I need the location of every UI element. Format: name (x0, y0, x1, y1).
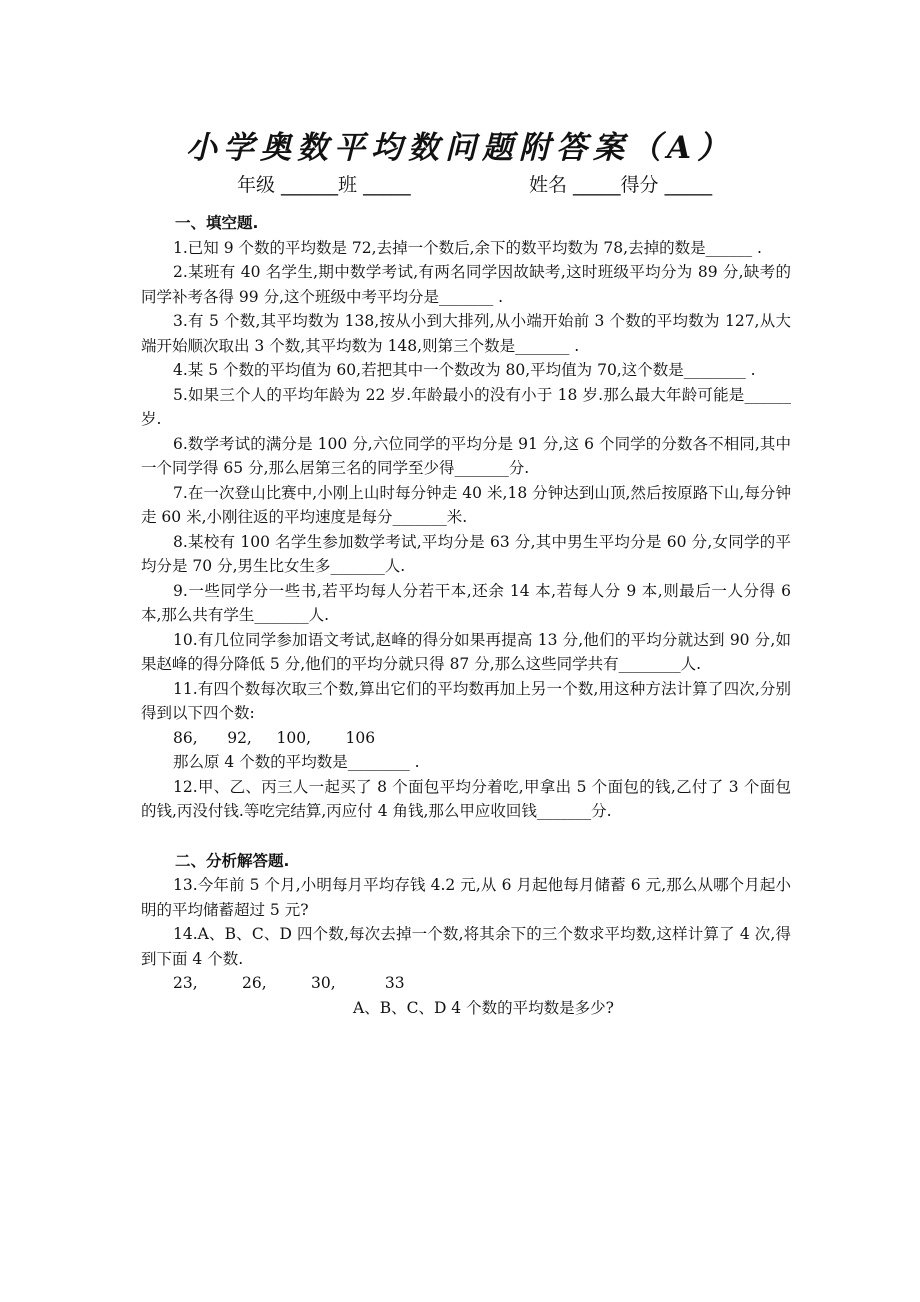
question-11-numbers: 86, 92, 100, 106 (173, 728, 376, 747)
question-14-numbers: 23, 26, 30, 33 (173, 974, 405, 992)
question-11-follow: 那么原 4 个数的平均数是________ . (173, 753, 420, 771)
question-list (141, 211, 791, 1020)
question-14: 14.A、B、C、D 四个数,每次去掉一个数,将其余下的三个数求平均数,这样计算了 4 次,得到下面 4 个数. (141, 925, 791, 968)
question-3: 3.有 5 个数,其平均数为 138,按从小到大排列,从小端开始前 3 个数的平均数为 127,从大端开始顺次取出 3 个数,其平均数为 148,则第三个数是_______ . (141, 312, 791, 355)
question-1: 1.已知 9 个数的平均数是 72,去掉一个数后,余下的数平均数为 78,去掉的数是______ . (173, 238, 762, 257)
question-5: 5.如果三个人的平均年龄为 22 岁.年龄最小的没有小于 18 岁.那么最大年龄可能是______岁. (141, 385, 791, 428)
question-2: 2.某班有 40 名学生,期中数学考试,有两名同学因故缺考,这时班级平均分为 89 分,缺考的同学补考各得 99 分,这个班级中考平均分是_______ . (141, 263, 791, 306)
question-12: 12.甲、乙、丙三人一起买了 8 个面包平均分着吃,甲拿出 5 个面包的钱,乙付了 3 个面包的钱,丙没付钱.等吃完结算,丙应付 4 角钱,那么甲应收回钱_______分. (141, 777, 791, 820)
section-heading-fill-blank: 一、填空题. (175, 214, 259, 232)
question-6: 6.数学考试的满分是 100 分,六位同学的平均分是 91 分,这 6 个同学的分数各不相同,其中一个同学得 65 分,那么居第三名的同学至少得_______分. (141, 434, 791, 477)
question-10: 10.有几位同学参加语文考试,赵峰的得分如果再提高 13 分,他们的平均分就达到 90 分,如果赵峰的得分降低 5 分,他们的平均分就只得 87 分,那么这些同学共有________人. (141, 630, 791, 673)
question-7: 7.在一次登山比赛中,小刚上山时每分钟走 40 米,18 分钟达到山顶,然后按原路下山,每分钟走 60 米,小刚往返的平均速度是每分_______米. (141, 483, 791, 526)
page-title: 小学奥数平均数问题附答案（A） (185, 130, 735, 166)
question-11: 11.有四个数每次取三个数,算出它们的平均数再加上另一个数,用这种方法计算了四次,分别得到以下四个数: (141, 679, 791, 722)
question-13: 13.今年前 5 个月,小明每月平均存钱 4.2 元,从 6 月起他每月储蓄 6 元,那么从哪个月起小明的平均储蓄超过 5 元? (141, 876, 791, 919)
name-score-field: 姓名 _____得分 _____ (529, 174, 713, 196)
section-heading-analysis: 二、分析解答题. (175, 851, 290, 870)
question-8: 8.某校有 100 名学生参加数学考试,平均分是 63 分,其中男生平均分是 60 分,女同学的平均分是 70 分,男生比女生多_______人. (141, 532, 791, 575)
grade-class-field: 年级 ______班 _____ (237, 174, 411, 196)
question-4: 4.某 5 个数的平均值为 60,若把其中一个数改为 80,平均值为 70,这个数是________ . (173, 361, 756, 379)
question-9: 9.一些同学分一些书,若平均每人分若干本,还余 14 本,若每人分 9 本,则最后一人分得 6 本,那么共有学生_______人. (141, 581, 791, 624)
question-14-question: A、B、C、D 4 个数的平均数是多少? (353, 998, 614, 1017)
